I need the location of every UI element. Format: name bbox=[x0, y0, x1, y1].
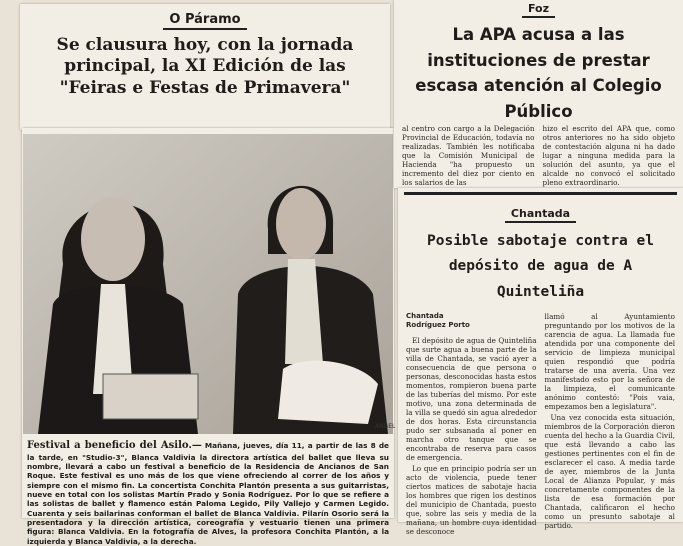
chantada-paragraph: El depósito de agua de Quinteliña que surte agua a buena parte de la villa de Chantada, se vació ayer a consecuencia de que persona o personas, desconocidas hasta estos momentos, rompieron buena parte de las tuberías del mismo. Por este motivo, una zona determinada de la villa se quedó sin agua alrededor de dos horas. Esta circunstancia pudo ser subsanada al poner en marcha otro tanque que se encontraba de reserva para casos de emergencia. bbox=[406, 335, 537, 462]
photo-caption bbox=[27, 440, 389, 546]
headline-feiras: Se clausura hoy, con la jornada principal, la XI Edición de las "Feiras e Festas de Primavera" bbox=[56, 35, 354, 98]
chantada-col-1 bbox=[406, 312, 537, 538]
chantada-paragraph: llamó al Ayuntamiento preguntando por los motivos de la carencia de agua. La llamada fue atendida por una componente del servicio de limpieza municipal quien respondió que podría tratarse de una avería. Una vez manifestado esto por la señora de la limpieza, el comunicante anónimo contestó: "Pois vaia, empezamos ben a legislatura". bbox=[544, 312, 675, 411]
section-kicker-o-paramo: O Páramo bbox=[20, 12, 390, 30]
left-top-clipping bbox=[20, 4, 390, 130]
headline-apa: La APA acusa a las instituciones de prestar escasa atención al Colegio Público bbox=[415, 25, 662, 121]
caption-body: Mañana, jueves, día 11, a partir de las 8 de la tarde, en "Studio-3", Blanca Valdivia la directora artística del ballet que lleva su nombre, llevará a cabo un festival a beneficio de la Residencia de Ancianos de San Roque. Este festival es uno más de los que viene ofreciendo al correr de los años y siempre con el mismo fin. La concertista Conchita Plantón presenta a sus guitarristas, nueve en total con los solistas Martín Prado y Sonia Rodríguez. Por lo que se refiere a las solistas de ballet y flamenco están Paloma Legido, Pily Vallejo y Carmen Legido. Cuarenta y seis bailarinas conforman el ballet de Blanca Valdivia. Pilarín Osorio será la presentadora y la dirección artística, coreografía y vestuario tienen una primera figura: Blanca Valdivia. En la fotografía de Alves, la profesora Conchita Plantón, a la izquierda y Blanca Valdivia, a la derecha. bbox=[27, 441, 390, 546]
caption-title: Festival a beneficio del Asilo.— bbox=[27, 440, 202, 451]
chantada-paragraph: Lo que en principio podría ser un acto de violencia, puede tener ciertos matices de sabotaje hacia los hombres que rigen los destinos del municipio de Chantada, puesto que, sobre las seis y media de la mañana, un hombre cuya identidad se desconoce bbox=[406, 463, 537, 536]
foz-col-2: hizo el escrito del APA que, como otros anteriores no ha sido objeto de contestación alguna ni ha dado lugar a ninguna medida para la solución del asunto, ya que el alcalde no convocó el solicitado pleno extraordinario. bbox=[542, 124, 675, 187]
foz-col-1: al centro con cargo a la Delegación Provincial de Educación, todavía no realizadas. También les notificaba que la Comisión Municipal de Hacienda "ha propuesto un incremento del diez por ciento en los salarios de las bbox=[402, 124, 535, 187]
section-kicker-foz: Foz bbox=[394, 2, 683, 18]
right-bottom-clipping bbox=[398, 188, 683, 536]
section-rule bbox=[404, 192, 677, 195]
chantada-paragraph: Una vez conocida esta situación, miembros de la Corporación dieron cuenta del hecho a la Guardia Civil, que está llevando a cabo las gestiones pertinentes con el fin de esclarecer el caso. A media tarde de ayer, miembros de la Junta Local de Alianza Popular, y más concretamente componentes de la lista de esa formación por Chantada, calificaron el hecho como un presunto sabotaje al partido. bbox=[544, 413, 675, 530]
foz-columns bbox=[402, 124, 675, 187]
chantada-columns bbox=[406, 312, 675, 538]
byline: Chantada Rodríguez Porto bbox=[406, 312, 470, 329]
photo-two-women bbox=[23, 134, 396, 434]
right-top-clipping bbox=[394, 0, 683, 188]
chantada-col-2 bbox=[545, 312, 676, 538]
headline-sabotaje: Posible sabotaje contra el depósito de agua de A Quinteliña bbox=[427, 233, 654, 300]
section-kicker-chantada: Chantada bbox=[398, 207, 683, 223]
photo-clipping bbox=[22, 128, 396, 546]
photo-credit: ANGEL bbox=[375, 423, 396, 430]
